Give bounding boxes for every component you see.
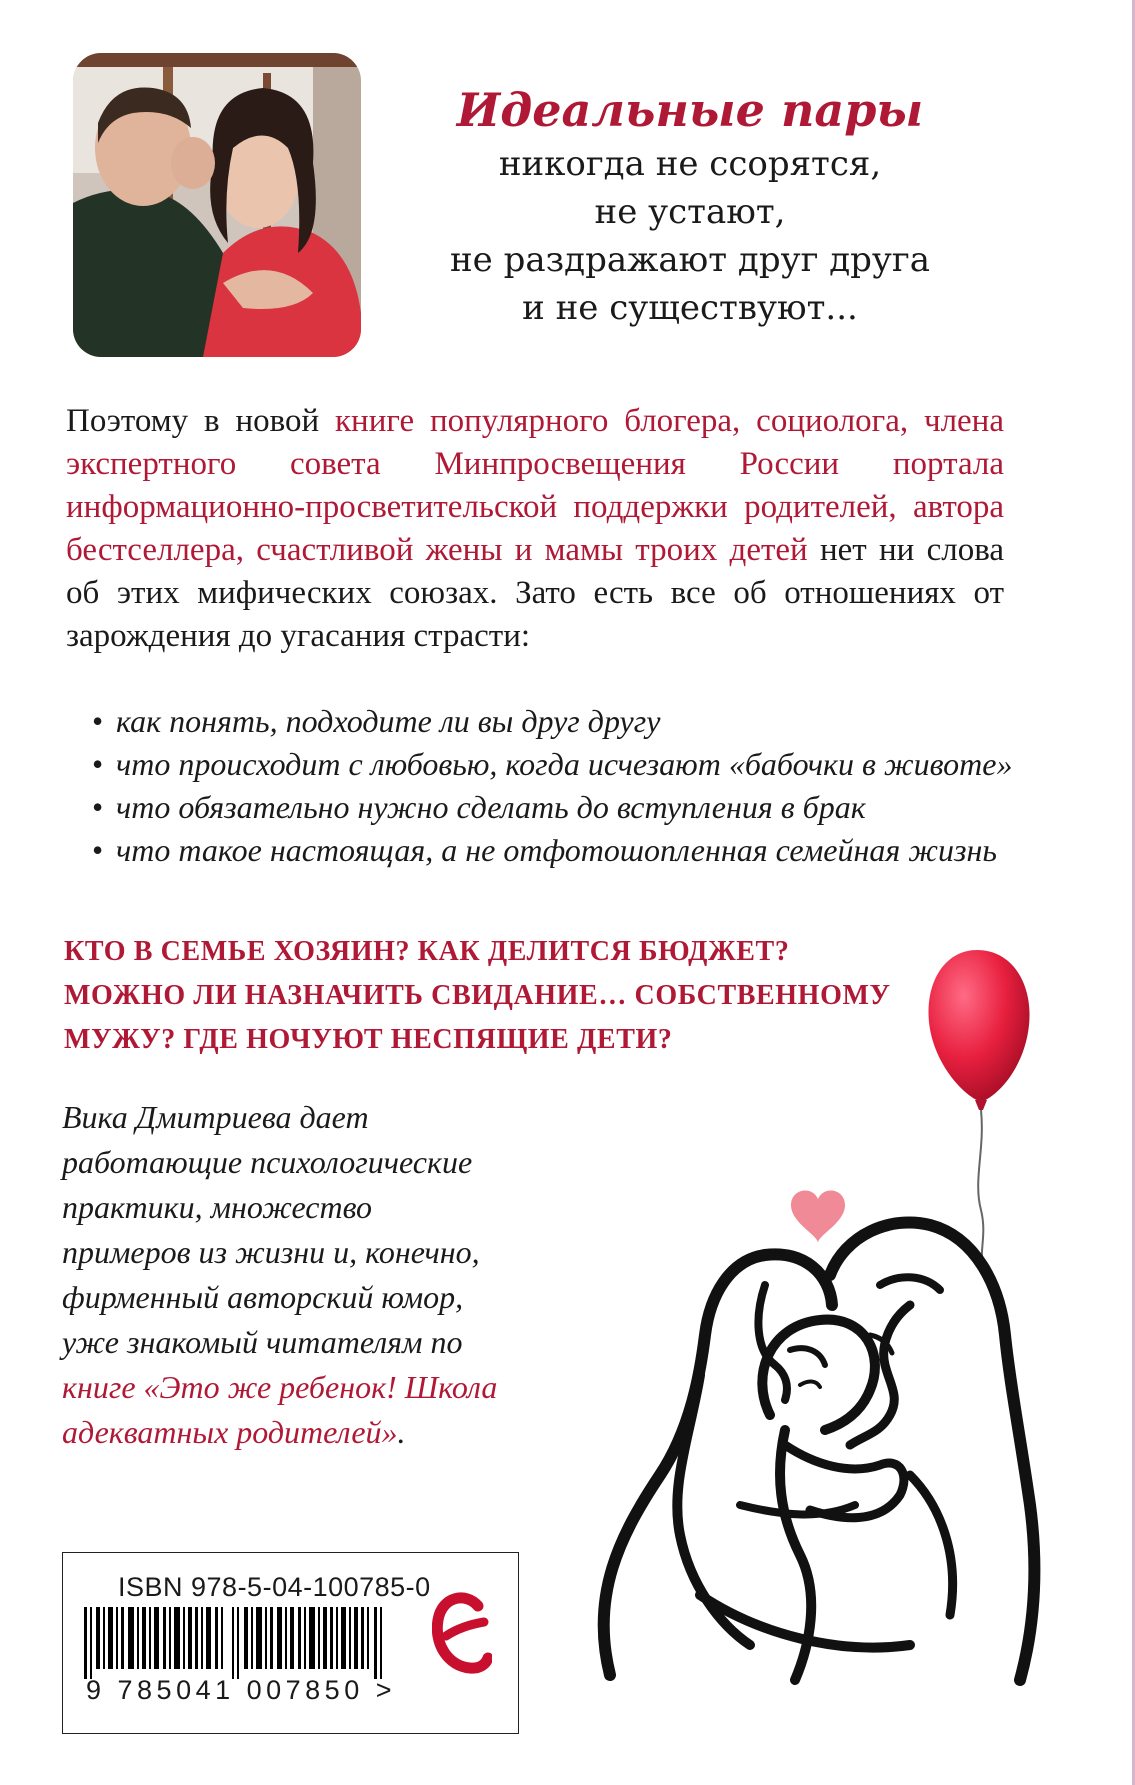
barcode xyxy=(84,1607,394,1683)
about-paragraph xyxy=(62,1095,502,1455)
question-line: КТО В СЕМЬЕ ХОЗЯИН? КАК ДЕЛИТСЯ БЮДЖЕТ? xyxy=(64,936,790,967)
questions-block xyxy=(64,930,924,1062)
headline-line: не раздражают друг друга xyxy=(449,240,931,280)
bullet-item: • как понять, подходите ли вы друг другу xyxy=(92,700,1012,743)
intro-highlight: книге популярного блогера, социолога, члена экспертного совета Минпросвещения России портала информационно-просветительской поддержки родителей, автора бестселлера, счастливой жены и мамы троих детей xyxy=(66,403,1004,568)
publisher-logo-icon xyxy=(432,1588,492,1688)
isbn-label: ISBN 978-5-04-100785-0 xyxy=(118,1572,431,1602)
about-book: книге «Это же ребенок! Школа адекватных родителей» xyxy=(62,1369,498,1450)
bullet-item: • что такое настоящая, а не отфотошопленная семейная жизнь xyxy=(92,829,1012,872)
question-line: МУЖУ? ГДЕ НОЧУЮТ НЕСПЯЩИЕ ДЕТИ? xyxy=(64,1024,673,1055)
author-photo xyxy=(73,53,361,357)
headline-line: и не существуют... xyxy=(522,288,858,328)
intro-paragraph xyxy=(66,400,1004,658)
barcode-digits: 9 785041 007850 > xyxy=(86,1675,396,1705)
headline-line: не устают, xyxy=(594,192,786,232)
intro-lead: Поэтому в новой xyxy=(66,403,335,439)
headline-line: никогда не ссорятся, xyxy=(498,144,882,184)
bullet-item: • что происходит с любовью, когда исчезают «бабочки в животе» xyxy=(92,743,1012,786)
headline xyxy=(405,80,975,332)
bullet-item: • что обязательно нужно сделать до вступления в брак xyxy=(92,786,1012,829)
headline-title: Идеальные пары xyxy=(456,83,924,137)
family-illustration xyxy=(580,1175,1050,1699)
about-end: . xyxy=(397,1414,406,1450)
heart-icon xyxy=(791,1190,845,1243)
question-line: МОЖНО ЛИ НАЗНАЧИТЬ СВИДАНИЕ… СОБСТВЕННОМУ xyxy=(64,980,891,1011)
intro-tail: нет ни слова об этих мифических союзах. Зато есть все об отношениях от зарождения до угасания страсти: xyxy=(66,532,1004,654)
bullet-list xyxy=(92,700,1012,872)
about-text: Вика Дмитриева дает работающие психологические практики, множество примеров из жизни и, конечно, фирменный авторский юмор, уже знакомый читателям по xyxy=(62,1099,480,1360)
